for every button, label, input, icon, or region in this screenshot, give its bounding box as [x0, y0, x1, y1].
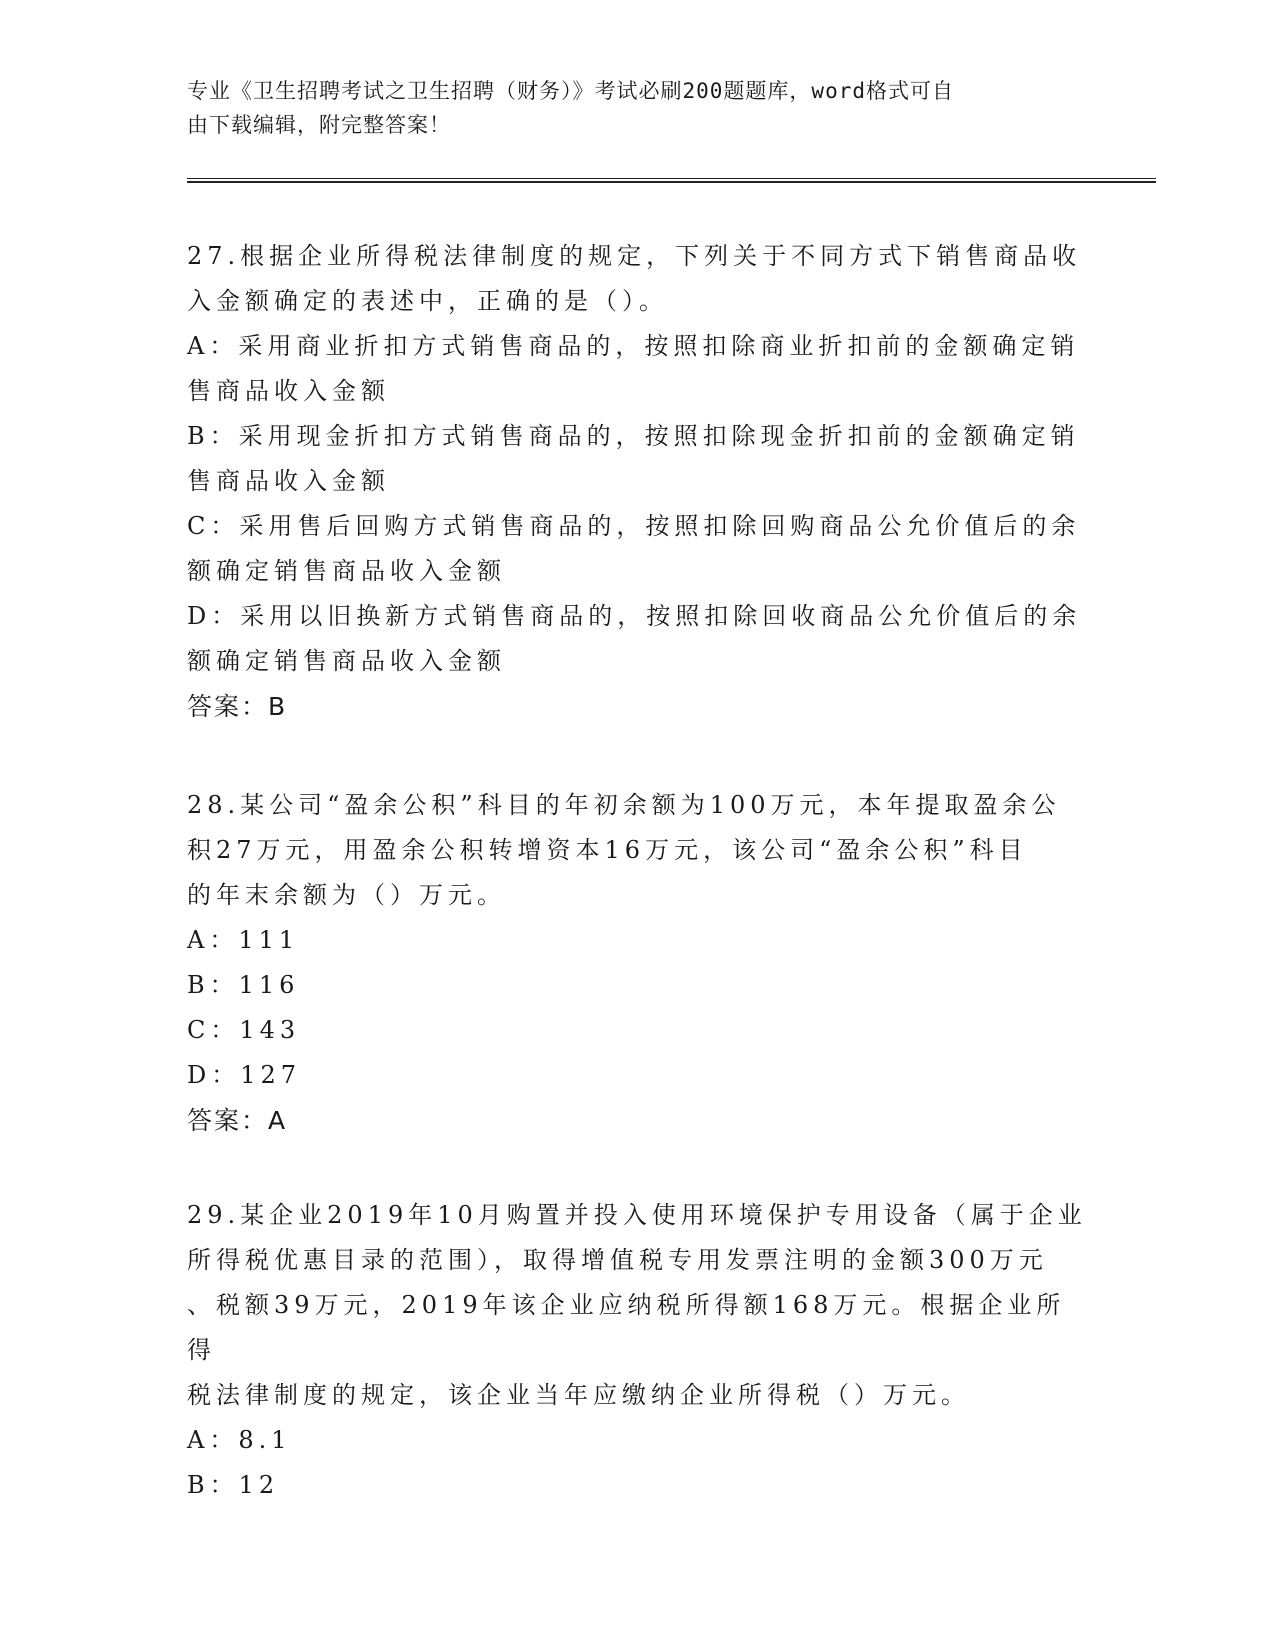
option-a-line: A：采用商业折扣方式销售商品的，按照扣除商业折扣前的金额确定销 [187, 332, 1080, 360]
option-c: C：143 [187, 1016, 301, 1044]
question-stem-line: 27.根据企业所得税法律制度的规定，下列关于不同方式下销售商品收 [187, 242, 1082, 270]
option-b-line: B：采用现金折扣方式销售商品的，按照扣除现金折扣前的金额确定销 [187, 422, 1080, 450]
option-c-line: C：采用售后回购方式销售商品的，按照扣除回购商品公允价值后的余 [187, 512, 1081, 540]
answer-line: 答案：A [187, 1106, 288, 1135]
question-stem-line: 、税额39万元，2019年该企业应纳税所得额168万元。根据企业所得 [187, 1291, 1066, 1364]
question-stem-line: 的年末余额为（）万元。 [187, 881, 506, 909]
document-page [187, 0, 1157, 1650]
question-stem-line: 入金额确定的表述中，正确的是（）。 [187, 287, 668, 315]
header-line: 专业《卫生招聘考试之卫生招聘（财务）》考试必刷200题题库，word格式可自 [187, 79, 954, 103]
option-a-line: 售商品收入金额 [187, 377, 390, 405]
option-b: B：116 [187, 971, 300, 999]
option-b-line: 售商品收入金额 [187, 467, 390, 495]
question-stem-line: 所得税优惠目录的范围），取得增值税专用发票注明的金额300万元 [187, 1246, 1048, 1274]
option-a: A：111 [187, 926, 300, 954]
option-d-line: 额确定销售商品收入金额 [187, 647, 506, 675]
question-stem-line: 积27万元，用盈余公积转增资本16万元，该公司“盈余公积”科目 [187, 836, 1028, 864]
document-header [187, 74, 1087, 142]
option-d-line: D：采用以旧换新方式销售商品的，按照扣除回收商品公允价值后的余 [187, 602, 1082, 630]
question-stem-line: 29.某企业2019年10月购置并投入使用环境保护专用设备（属于企业 [187, 1201, 1087, 1229]
question-29 [187, 1193, 1087, 1508]
question-stem-line: 28.某公司“盈余公积”科目的年初余额为100万元，本年提取盈余公 [187, 791, 1061, 819]
header-line: 由下载编辑，附完整答案！ [187, 113, 451, 137]
question-27 [187, 234, 1087, 729]
question-stem-line: 税法律制度的规定，该企业当年应缴纳企业所得税（）万元。 [187, 1381, 970, 1409]
header-divider [187, 178, 1156, 183]
option-b: B：12 [187, 1471, 280, 1499]
option-c-line: 额确定销售商品收入金额 [187, 557, 506, 585]
answer-line: 答案：B [187, 692, 288, 721]
option-d: D：127 [187, 1061, 302, 1089]
question-28 [187, 783, 1087, 1143]
option-a: A：8.1 [187, 1426, 292, 1454]
